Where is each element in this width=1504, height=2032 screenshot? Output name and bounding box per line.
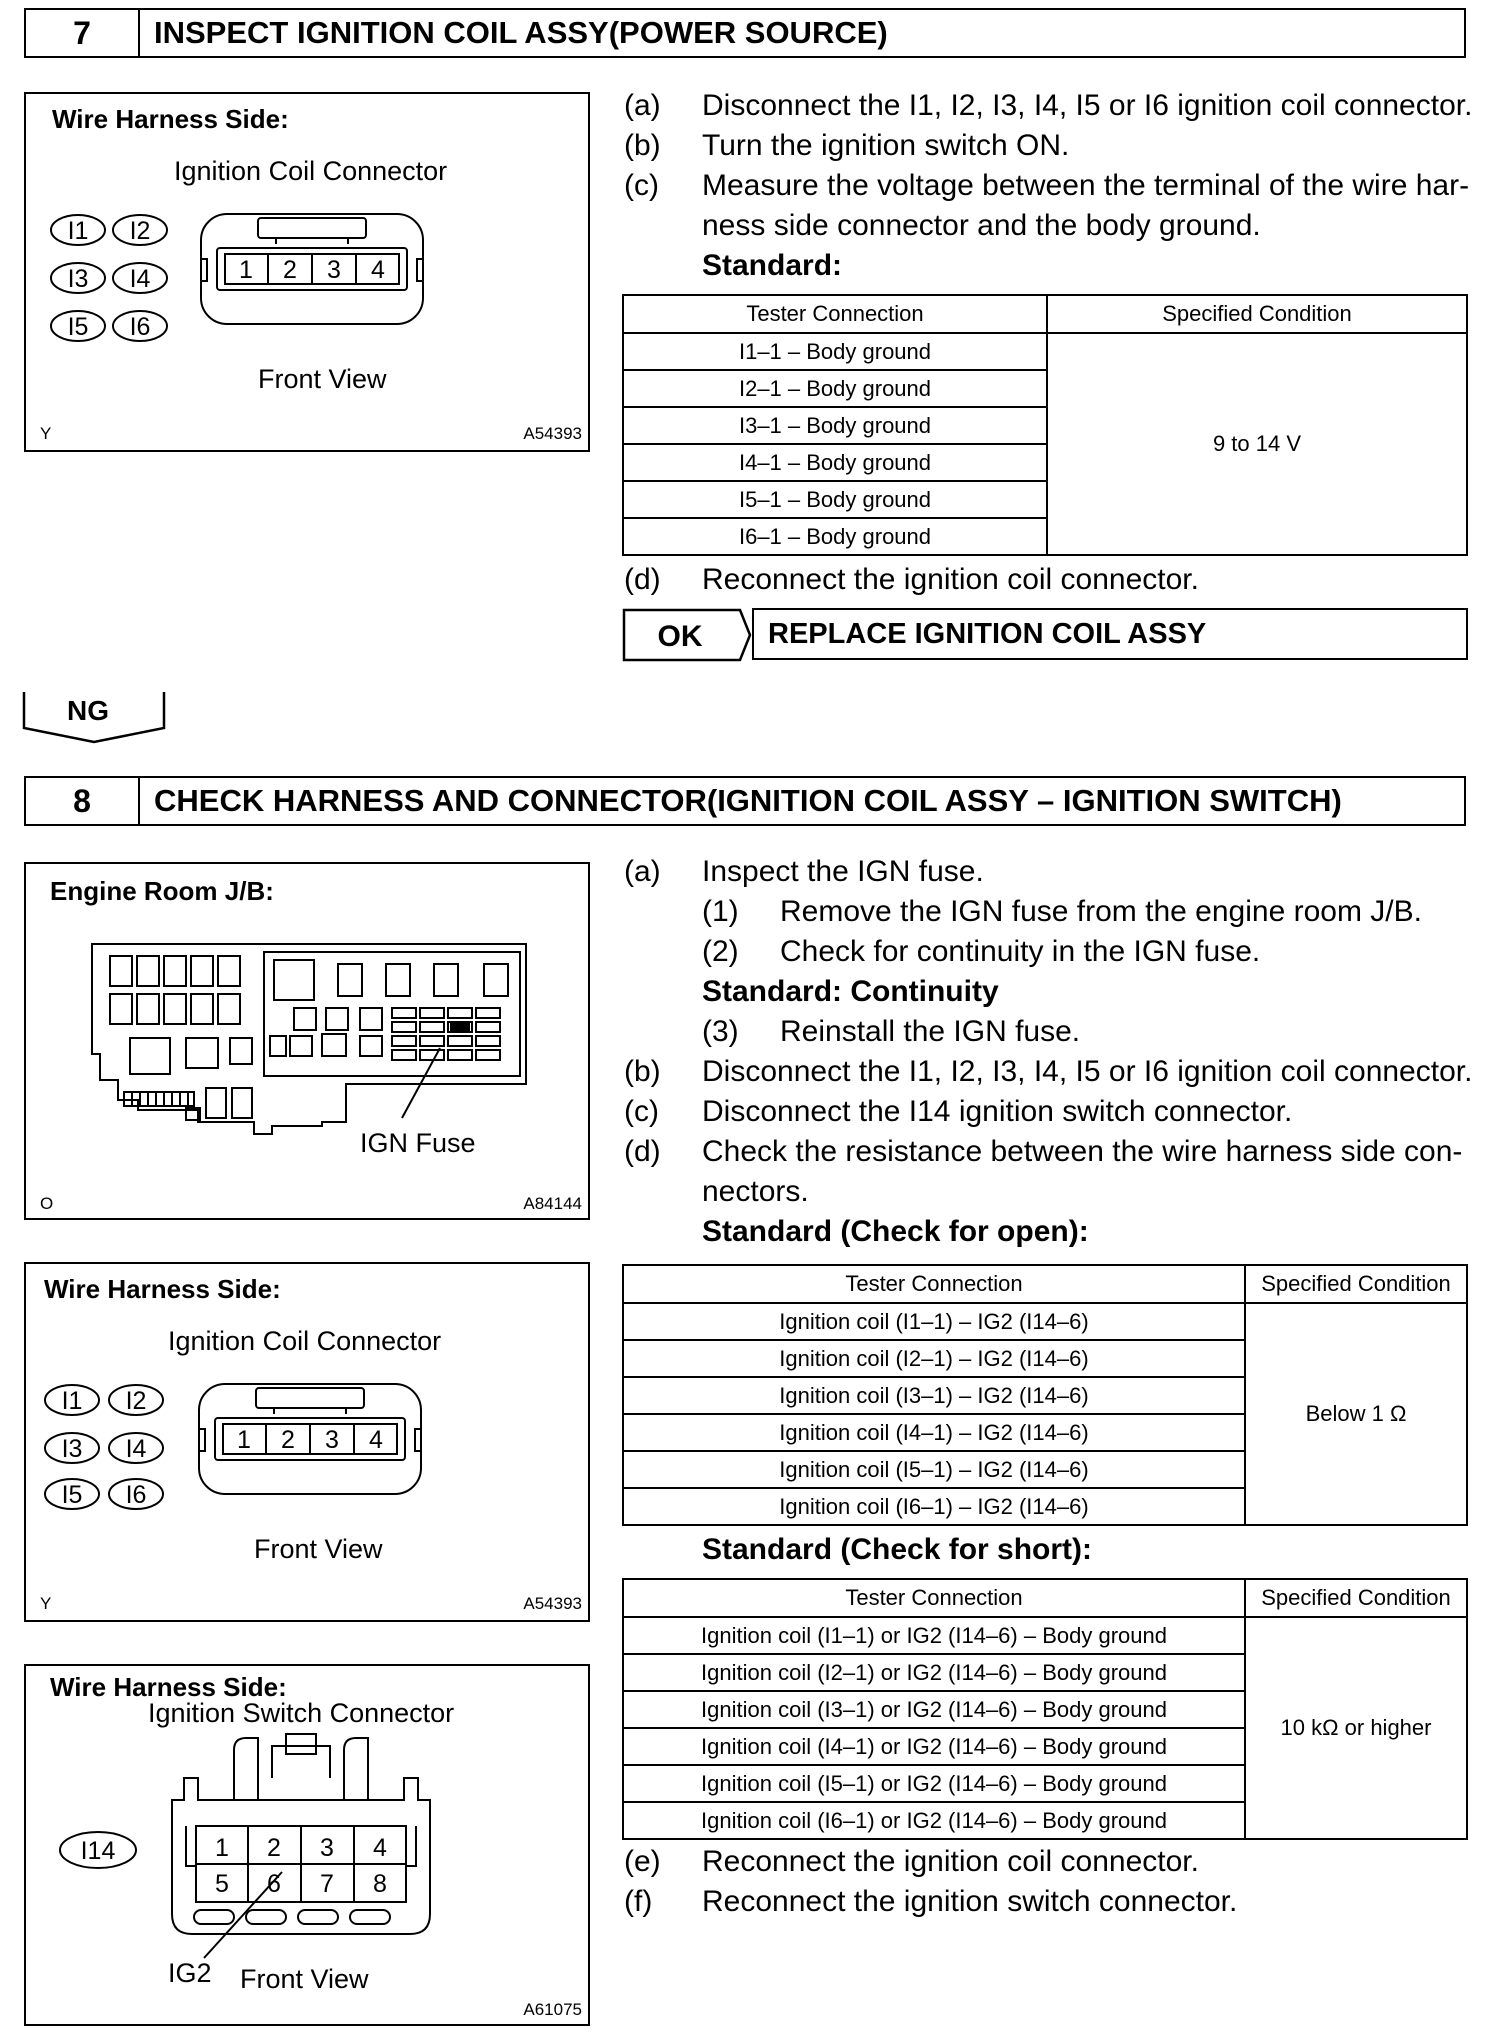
terminal-2: 2 (267, 1834, 281, 1862)
ig2-pin-label: IG2 (168, 1958, 212, 1988)
oval-label-i14: I14 (80, 1837, 116, 1865)
table-row: Ignition coil (I1–1) – IG2 (I14–6) (623, 1303, 1245, 1340)
table-row: I2–1 – Body ground (623, 370, 1047, 407)
table-header: Tester Connection (623, 1579, 1245, 1617)
instruction-label: (f) (624, 1885, 653, 1918)
figure-corner-mark: O (40, 1194, 54, 1213)
condition-cell: 10 kΩ or higher (1245, 1617, 1467, 1839)
terminal-4: 4 (369, 1426, 383, 1454)
step-7-voltage-table (622, 294, 1468, 556)
oval-label-i3: I3 (67, 265, 89, 293)
instruction-label: (1) (702, 895, 739, 928)
figure-title: Wire Harness Side: (44, 1274, 281, 1304)
instruction-label: (c) (624, 1095, 659, 1128)
terminal-4: 4 (371, 256, 385, 284)
figure-corner-mark: Y (40, 424, 52, 443)
terminal-2: 2 (281, 1426, 295, 1454)
instruction-label: (e) (624, 1845, 661, 1878)
instruction-text: Reconnect the ignition coil connector. (702, 1845, 1199, 1878)
step-title: CHECK HARNESS AND CONNECTOR(IGNITION COIL ASSY – IGNITION SWITCH) (154, 783, 1342, 818)
oval-label-i2: I2 (129, 217, 151, 245)
instruction-text: Disconnect the I14 ignition switch connector. (702, 1095, 1293, 1128)
table-row: Ignition coil (I4–1) or IG2 (I14–6) – Body ground (623, 1728, 1245, 1765)
instruction-text: Reconnect the ignition coil connector. (702, 563, 1199, 596)
ignition-coil-connector-figure (24, 92, 590, 452)
terminal-8: 8 (373, 1870, 387, 1898)
engine-room-jb-figure (24, 862, 590, 1220)
figure-code: A61075 (523, 2000, 582, 2019)
figure-code: A54393 (523, 424, 582, 443)
terminal-6: 6 (267, 1870, 281, 1898)
oval-label-i4: I4 (125, 1435, 147, 1463)
step-8-header (24, 776, 1466, 826)
instruction-label: (a) (624, 855, 661, 888)
table-row: I5–1 – Body ground (623, 481, 1047, 518)
instruction-label: (d) (624, 563, 661, 596)
ng-label: NG (67, 695, 109, 726)
oval-label-i5: I5 (61, 1481, 83, 1509)
oval-label-i5: I5 (67, 313, 89, 341)
short-standard-label: Standard (Check for short): (702, 1533, 1093, 1566)
instruction-text: Check the resistance between the wire harness side con- (702, 1135, 1463, 1168)
replace-action-text: REPLACE IGNITION COIL ASSY (768, 618, 1207, 650)
ignition-coil-connector-figure (24, 1262, 590, 1622)
table-row: Ignition coil (I5–1) – IG2 (I14–6) (623, 1451, 1245, 1488)
instruction-label: (b) (624, 129, 661, 162)
step-8-after (624, 1842, 1237, 1922)
step-7-instructions (624, 86, 1472, 286)
table-row: I6–1 – Body ground (623, 518, 1047, 555)
instruction-text: Inspect the IGN fuse. (702, 855, 984, 888)
table-row: Ignition coil (I2–1) – IG2 (I14–6) (623, 1340, 1245, 1377)
standard-label: Standard: (702, 249, 843, 282)
table-row: I1–1 – Body ground (623, 333, 1047, 370)
connector-label: Ignition Coil Connector (174, 156, 448, 186)
terminal-2: 2 (283, 256, 297, 284)
junction-block-drawing (26, 864, 588, 1218)
standard-label: Standard: Continuity (702, 975, 999, 1008)
condition-cell: Below 1 Ω (1245, 1303, 1467, 1525)
instruction-label: (d) (624, 1135, 661, 1168)
table-header: Specified Condition (1245, 1265, 1467, 1303)
condition-cell: 9 to 14 V (1047, 333, 1467, 555)
terminal-1: 1 (215, 1834, 229, 1862)
table-header: Specified Condition (1047, 295, 1467, 333)
step-number: 7 (26, 10, 140, 56)
instruction-label: (2) (702, 935, 739, 968)
view-label: Front View (254, 1534, 383, 1564)
instruction-text: Reconnect the ignition switch connector. (702, 1885, 1238, 1918)
instruction-label: (b) (624, 1055, 661, 1088)
instruction-label: (c) (624, 169, 659, 202)
table-row: Ignition coil (I3–1) or IG2 (I14–6) – Body ground (623, 1691, 1245, 1728)
instruction-text: Disconnect the I1, I2, I3, I4, I5 or I6 ignition coil connector. (702, 89, 1473, 122)
terminal-4: 4 (373, 1834, 387, 1862)
instruction-text: Disconnect the I1, I2, I3, I4, I5 or I6 ignition coil connector. (702, 1055, 1473, 1088)
step-7-after (624, 560, 1199, 600)
connector-label: Ignition Coil Connector (168, 1326, 442, 1356)
step-8-instructions (624, 852, 1472, 1252)
oval-label-i6: I6 (129, 313, 151, 341)
figure-title: Wire Harness Side: (50, 1672, 287, 1702)
step-7-header (24, 8, 1466, 58)
view-label: Front View (258, 364, 387, 394)
figure-title: Engine Room J/B: (50, 876, 274, 906)
table-row: Ignition coil (I6–1) – IG2 (I14–6) (623, 1488, 1245, 1525)
table-row: I4–1 – Body ground (623, 444, 1047, 481)
instruction-text: Check for continuity in the IGN fuse. (780, 935, 1261, 968)
open-check-table (622, 1264, 1468, 1526)
open-standard-label: Standard (Check for open): (702, 1215, 1089, 1248)
oval-label-i3: I3 (61, 1435, 83, 1463)
figure-corner-mark: Y (40, 1594, 52, 1613)
oval-label-i6: I6 (125, 1481, 147, 1509)
table-row: Ignition coil (I5–1) or IG2 (I14–6) – Body ground (623, 1765, 1245, 1802)
ign-fuse-label: IGN Fuse (360, 1128, 476, 1158)
instruction-text: Reinstall the IGN fuse. (780, 1015, 1081, 1048)
ok-label: OK (657, 620, 703, 653)
oval-label-i1: I1 (61, 1387, 83, 1415)
ignition-switch-connector-figure (24, 1664, 590, 2026)
ng-arrow-box (22, 690, 166, 746)
coil-connector-drawing (26, 1264, 588, 1620)
short-check-table (622, 1578, 1468, 1840)
table-row: Ignition coil (I1–1) or IG2 (I14–6) – Body ground (623, 1617, 1245, 1654)
instruction-text: ness side connector and the body ground. (702, 209, 1261, 242)
replace-action-box (752, 608, 1468, 660)
oval-label-i1: I1 (67, 217, 89, 245)
step-title: INSPECT IGNITION COIL ASSY(POWER SOURCE) (154, 15, 888, 50)
instruction-label: (a) (624, 89, 661, 122)
terminal-5: 5 (215, 1870, 229, 1898)
terminal-3: 3 (327, 256, 341, 284)
figure-title: Wire Harness Side: (52, 104, 289, 134)
table-row: I3–1 – Body ground (623, 407, 1047, 444)
table-header: Specified Condition (1245, 1579, 1467, 1617)
table-header: Tester Connection (623, 1265, 1245, 1303)
instruction-text: Turn the ignition switch ON. (702, 129, 1070, 162)
figure-code: A54393 (523, 1594, 582, 1613)
figure-code: A84144 (523, 1194, 582, 1213)
step-number: 8 (26, 778, 140, 824)
table-row: Ignition coil (I2–1) or IG2 (I14–6) – Body ground (623, 1654, 1245, 1691)
instruction-text: Measure the voltage between the terminal of the wire har- (702, 169, 1470, 202)
terminal-1: 1 (237, 1426, 251, 1454)
ok-arrow-box (622, 608, 752, 662)
view-label: Front View (240, 1964, 369, 1994)
oval-label-i2: I2 (125, 1387, 147, 1415)
terminal-1: 1 (239, 256, 253, 284)
table-row: Ignition coil (I3–1) – IG2 (I14–6) (623, 1377, 1245, 1414)
coil-connector-drawing (26, 94, 588, 450)
terminal-3: 3 (320, 1834, 334, 1862)
table-row: Ignition coil (I4–1) – IG2 (I14–6) (623, 1414, 1245, 1451)
table-row: Ignition coil (I6–1) or IG2 (I14–6) – Body ground (623, 1802, 1245, 1839)
terminal-3: 3 (325, 1426, 339, 1454)
instruction-text: nectors. (702, 1175, 809, 1208)
instruction-text: Remove the IGN fuse from the engine room J/B. (780, 895, 1422, 928)
connector-label: Ignition Switch Connector (148, 1698, 455, 1728)
table-header: Tester Connection (623, 295, 1047, 333)
oval-label-i4: I4 (129, 265, 151, 293)
terminal-7: 7 (320, 1870, 334, 1898)
instruction-label: (3) (702, 1015, 739, 1048)
